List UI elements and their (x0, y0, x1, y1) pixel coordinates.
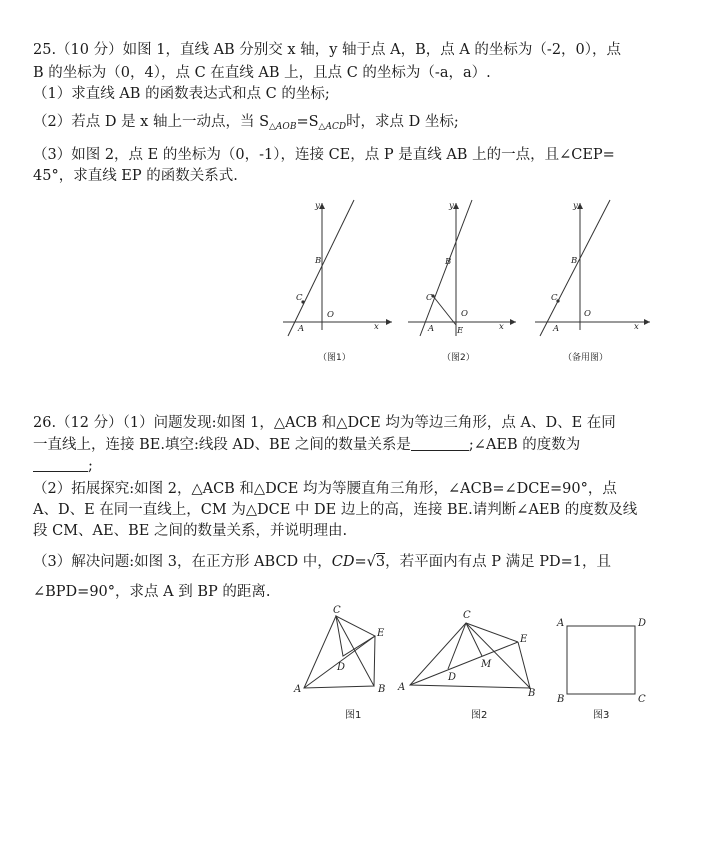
fig1-label-a: A (298, 324, 305, 334)
q26-line1: 26.（12 分）（1）问题发现:如图 1，△ACB 和△DCE 均为等边三角形，点 A、D、E 在同 (33, 415, 616, 431)
q25-line1: 25.（10 分）如图 1，直线 AB 分别交 x 轴，y 轴于点 A，B，点 A 的坐标为（-2，0），点 (33, 42, 622, 58)
q25-part2-post: 时，求点 D 坐标; (346, 114, 459, 130)
q26-p3-math-lhs: CD (331, 554, 355, 570)
fig1-label-o: O (327, 310, 334, 320)
q26-p2-line1: （2）拓展探究:如图 2，△ACB 和△DCE 均为等腰直角三角形，∠ACB=∠DCE=90°，点 (33, 481, 617, 497)
q26-p2-line3: 段 CM、AE、BE 之间的数量关系，并说明理由. (33, 523, 348, 539)
fig3-label-b: B (557, 694, 565, 705)
q26-p2-line2: A、D、E 在同一直线上，CM 为△DCE 中 DE 边上的高，连接 BE.请判断∠AEB 的度数及线 (33, 502, 638, 518)
fig1-label-d: D (337, 662, 346, 673)
fig2-label-a: A (398, 682, 406, 693)
q26-p3-sqrt-sign: √ (366, 554, 376, 570)
fig1-label-b: B (315, 256, 322, 266)
fig2-line-ae (410, 642, 518, 685)
q25-part2-sub2: △ACD (318, 122, 347, 132)
fig2-label-x: x (499, 322, 504, 332)
q25-line2: B 的坐标为（0，4），点 C 在直线 AB 上，且点 C 的坐标为（-a，a）. (33, 65, 491, 81)
fig3-label-a: A (553, 324, 560, 334)
fig2-label-d: D (448, 672, 457, 683)
fig1-triangle-acb (304, 616, 374, 688)
q25-part3-line2: 45°，求直线 EP 的函数关系式. (33, 168, 238, 184)
q26-line2a: 一直线上，连接 BE.填空:线段 AD、BE 之间的数量关系是 (33, 437, 411, 453)
fig2-label-e: E (520, 634, 528, 645)
fig3-label-b: B (571, 256, 578, 266)
q25-fig2-caption: （图2） (442, 353, 475, 363)
fig3-square (567, 626, 635, 694)
fig2-label-a: A (428, 324, 435, 334)
q26-p3-line2: ∠BPD=90°，求点 A 到 BP 的距离. (33, 584, 271, 600)
fig3-label-c: C (638, 694, 646, 705)
q26-fig2-caption: 图2 (471, 710, 488, 721)
fig3-label-o: O (584, 309, 591, 319)
fig3-label-y: y (573, 201, 578, 211)
fig3-label-x: x (634, 322, 639, 332)
fig2-label-o: O (461, 309, 468, 319)
fig3-label-c: C (551, 293, 558, 303)
q26-fig3-caption: 图3 (593, 710, 610, 721)
q25-part2-sub1: △AOB (269, 122, 297, 132)
q26-fig1-caption: 图1 (345, 710, 362, 721)
q26-p3-math-rad: 3 (375, 554, 386, 570)
q26-p3-post: ，若平面内有点 P 满足 PD=1，且 (385, 554, 611, 570)
fig2-line-cd (448, 623, 466, 669)
fig2-label-c: C (426, 293, 433, 303)
fig1-label-c: C (296, 293, 303, 303)
fig2-label-e: E (457, 326, 464, 336)
fig2-label-y: y (449, 201, 454, 211)
fig1-label-c: C (333, 605, 341, 616)
fig1-label-y: y (315, 201, 320, 211)
fig2-label-m: M (481, 659, 492, 670)
fig1-label-a: A (294, 684, 302, 695)
fig2-label-b: B (445, 257, 452, 267)
q25-part1: （1）求直线 AB 的函数表达式和点 C 的坐标; (33, 86, 330, 102)
fig1-line-be (374, 636, 375, 686)
fig2-label-b: B (528, 688, 536, 699)
fig2-line-be (518, 642, 530, 688)
q25-fig1-caption: （图1） (318, 353, 351, 363)
q25-fig3-caption: （备用图） (563, 353, 609, 363)
fig1-label-e: E (377, 628, 385, 639)
q26-p3-pre: （3）解决问题:如图 3，在正方形 ABCD 中， (33, 554, 332, 570)
q26-line2b: ;∠AEB 的度数为 (468, 437, 581, 453)
fig3-label-a: A (557, 618, 565, 629)
fig3-label-d: D (638, 618, 647, 629)
fig1-label-x: x (374, 322, 379, 332)
fig2-label-c: C (463, 610, 471, 621)
fig1-label-b: B (378, 684, 386, 695)
q25-part2-mid: =S (296, 114, 319, 130)
q26-line3-text: ; (88, 458, 93, 474)
q25-part3-line1: （3）如图 2，点 E 的坐标为（0，-1），连接 CE，点 P 是直线 AB 上的一点，且∠CEP= (33, 147, 615, 163)
q25-part2-pre: （2）若点 D 是 x 轴上一动点，当 S (33, 114, 270, 130)
q26-p3-math-eq: = (354, 554, 367, 570)
